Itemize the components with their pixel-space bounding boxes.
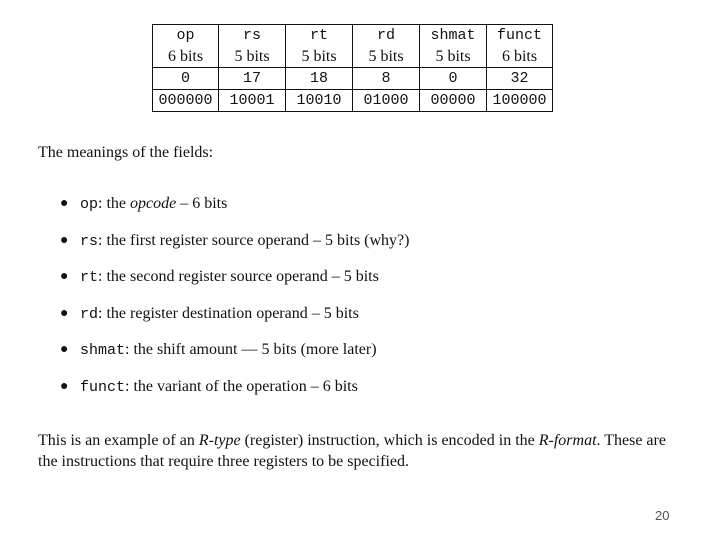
table-cell: 5 bits [286,46,353,68]
table-cell: 32 [487,68,553,90]
table-cell: 5 bits [353,46,420,68]
table-cell: 5 bits [219,46,286,68]
list-item [60,265,409,302]
field-description-rest: – 6 bits [176,195,228,212]
r-type-term: R-type [198,432,241,449]
list-item [60,375,409,412]
fields-heading: The meanings of the fields: [38,144,214,161]
table-row-decimal-values [153,68,553,90]
table-row-bit-widths [153,46,553,68]
table-cell: shmat [420,25,487,47]
field-name: rs [80,232,99,250]
bullet-icon: ● [60,342,69,358]
list-item [60,302,409,339]
table-cell: rd [353,25,420,47]
bullet-icon: ● [60,232,69,248]
table-cell: 8 [353,68,420,90]
table-cell: op [153,25,219,47]
list-item [60,192,409,229]
page-number: 20 [655,508,670,523]
bullet-icon: ● [60,305,69,321]
table-cell: 01000 [353,90,420,112]
table-cell: 0 [153,68,219,90]
table-cell: 100000 [487,90,553,112]
paragraph-text: . These are the instructions that require three registers to be specified. [38,432,666,470]
table-cell: rs [219,25,286,47]
bullet-icon: ● [60,378,69,394]
table-cell: rt [286,25,353,47]
field-emphasis: opcode [130,195,177,212]
field-name: funct [80,378,126,396]
paragraph-text: This is an example of an [38,432,199,449]
table-cell: 10001 [219,90,286,112]
table-cell: 6 bits [487,46,553,68]
field-description: : the register destination operand – 5 bits [98,304,359,322]
field-name: rd [80,305,99,323]
field-name: op [80,196,99,213]
table-row-field-names [153,25,553,47]
table-row-binary-values [153,90,553,112]
table-cell: funct [487,25,553,47]
field-name: rt [80,269,99,287]
field-name: shmat [80,342,126,360]
table-cell: 10010 [286,90,353,112]
field-description: : the first register source operand – 5 bits (why?) [98,231,410,249]
bullet-icon: ● [60,269,69,285]
list-item [60,229,409,266]
r-type-paragraph [38,430,688,472]
list-item [60,338,409,375]
table-cell: 00000 [420,90,487,112]
field-description: : the shift amount — 5 bits (more later) [125,341,377,359]
field-description: : the second register source operand – 5 bits [98,268,379,286]
table-cell: 5 bits [420,46,487,68]
table-cell: 000000 [153,90,219,112]
r-format-term: R-format [538,432,597,449]
paragraph-text: (register) instruction, which is encoded in the [240,432,539,449]
field-description: : the variant of the operation – 6 bits [125,377,358,395]
table-cell: 18 [286,68,353,90]
table-cell: 6 bits [153,46,219,68]
bullet-icon: ● [60,196,69,211]
field-description: : the [98,195,131,212]
field-list [60,192,409,412]
instruction-format-table [152,24,553,112]
table-cell: 17 [219,68,286,90]
table-cell: 0 [420,68,487,90]
